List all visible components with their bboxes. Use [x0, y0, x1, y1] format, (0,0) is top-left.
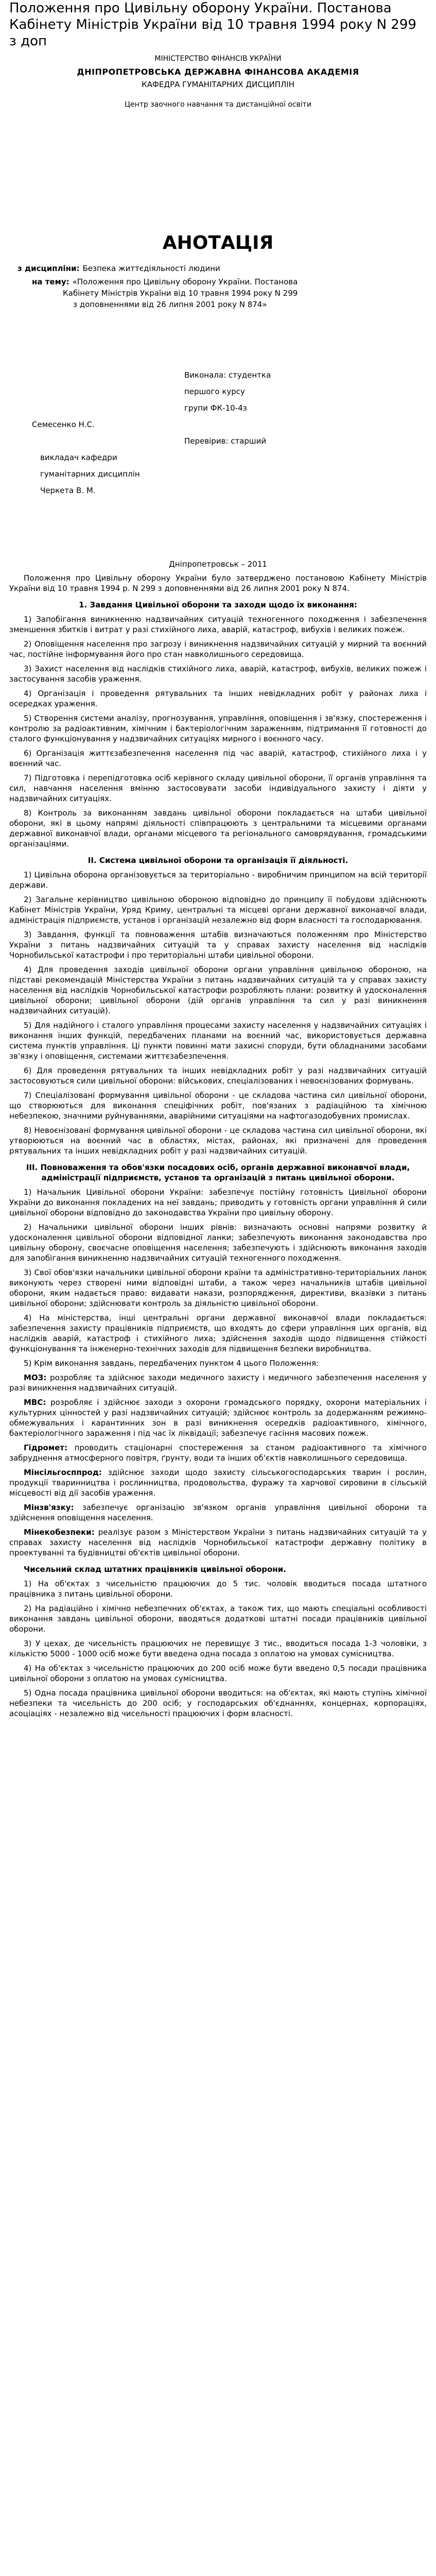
- topic-row: [9, 276, 427, 287]
- list-item: 7) Спеціалізовані формування цивільної оборони - це складова частина сил цивільної оборони, що створюються для виконання спеціфічних робіт, пов'язаних з радіаційною та хімічною небезпекою, значними руйнуваннями, аварійними ситуаціями на нафтогазодобувних промислах.: [9, 1091, 427, 1121]
- agency-item: [9, 1397, 427, 1438]
- topic-line-2: Кабінету Міністрів України від 10 травня 1994 року N 299: [63, 289, 298, 298]
- list-item: 5) Створення системи аналізу, прогнозування, управління, оповіщення і зв'язку, спостереження і контролю за радіоактивним, хімічним і бактеріологічним зараженням, підтримання її готовності до сталого функціонування у надзвичайних ситуаціях мирного і воєнного часу.: [9, 714, 427, 743]
- list-item: 3) Захист населення від наслідків стихійного лиха, аварій, катастроф, вибухів, великих пожеж і застосування засобів ураження.: [9, 664, 427, 684]
- signatures-block: [9, 367, 427, 499]
- agency-item: [9, 1527, 427, 1558]
- list-item: 3) Завдання, функції та повноваження штабів визначаються положенням про Міністерство України з питань надзвичайних ситуацій та у справах захисту населення від наслідків Чорнобильської катастрофи і про територіальні штаби цивільної оборони.: [9, 930, 427, 960]
- department-name: КАФЕДРА ГУМАНІТАРНИХ ДИСЦИПЛІН: [142, 80, 294, 89]
- list-item: 3) У цехах, де чисельність працюючих не перевищує 3 тис., вводиться посада 1-3 чоловіки, з кількістю 5000 - 1000 осіб може бути введена одна посада з оплатою на умовах сумісництва.: [9, 1639, 427, 1658]
- performed-label: Виконала: студентка: [184, 370, 271, 380]
- list-item: 8) Невоєнізовані формування цивільної оборони - це складова частина сил цивільної оборони, які утворюються на воєнний час в областях, містах, районах, які призначені для проведення рятувальних та інших невідкладних робіт у разі надзвичайних ситуацій.: [9, 1126, 427, 1156]
- agency-name: Мінекобезпеки:: [24, 1528, 95, 1537]
- list-item: 7) Підготовка і перепідготовка осіб керівного складу цивільної оборони, її органів управління та сил, навчання населення вмінню застосовувати засоби індивідуального захисту і діяти у надзвичайних ситуаціях.: [9, 773, 427, 803]
- agency-item: [9, 1372, 427, 1393]
- list-item: 6) Для проведення рятувальних та інших невідкладних робіт у разі надзвичайних ситуацій застосовуються сили цивільної оборони: військових, спеціалізованих і невоєнізованих формувань.: [9, 1066, 427, 1086]
- list-item: 2) Загальне керівництво цивільною обороною відповідно до принципу її побудови здійснюють Кабінет Міністрів України, Уряд Криму, центральні та місцеві органи державної виконавчої влади, адміністрація підприємств, установ і організацій незалежно від форм власності та господарювання.: [9, 895, 427, 925]
- section-4-heading: Чисельний склад штатних працівників цивільної оборони.: [24, 1565, 286, 1574]
- section-3-heading: ІІІ. Повноваження та обов'язки посадових осіб, органів державної виконавчої влади, адміністрації підприємств, установ та організацій з питань цивільної оборони.: [26, 1163, 410, 1182]
- list-item: 4) На міністерства, інші центральні органи державної виконавчої влади покладається: забезпечення захисту працівників підприємств, що входять до сфери управління цих органів, від наслідків аварій, катастроф і стихійного лиха; здійснення заходів щодо підвищення стійкості функціонування та інженерно-технічних заходів для підвищення безпеки виробництва.: [9, 1313, 427, 1353]
- checked-label: Перевірив: старший: [184, 436, 267, 446]
- group-label: групи ФК-10-4з: [184, 403, 247, 413]
- topic-line-3: з доповненнями від 26 липня 2001 року N 874»: [73, 300, 267, 309]
- meta-block: [9, 263, 427, 310]
- student-name: Семесенко Н.С.: [32, 420, 95, 429]
- center-name: Центр заочного навчання та дистанційної освіти: [125, 100, 311, 109]
- topic-line-1: «Положення про Цивільну оборону України. Постанова: [72, 277, 298, 286]
- section-1-heading: 1. Завдання Цивільної оборони та заходи щодо їх виконання:: [79, 600, 357, 609]
- teacher-name: Черкета В. М.: [40, 486, 96, 495]
- agency-text: розробляє та здійснює заходи медичного захисту і медичного забезпечення населення у разі виникнення надзвичайних ситуацій.: [9, 1373, 427, 1393]
- agency-name: МОЗ:: [24, 1373, 47, 1382]
- dept-label: гуманітарних дисциплін: [40, 469, 140, 479]
- agency-item: [9, 1443, 427, 1463]
- list-item: 2) Оповіщення населення про загрозу і виникнення надзвичайних ситуацій у мирний та воєнний час, постійне інформування його про стан навколишнього середовища.: [9, 639, 427, 659]
- list-item: 8) Контроль за виконанням завдань цивільної оборони покладається на штаби цивільної оборони, які в цьому напрямі діяльності співпрацюють з центральними та місцевими органами державної виконавчої влади, органами місцевого та регіонального самоврядування, громадськими організаціями.: [9, 808, 427, 849]
- list-item: 1) Цивільна оборона організовується за територіально - виробничим принципом на всій території держави.: [9, 870, 427, 890]
- agency-item: [9, 1502, 427, 1523]
- agency-text: здійснює заходи щодо захисту сільськогосподарських тварин і рослин, продукції тваринництва і рослинництва, продовольства, фуражу та харчової сировини в сільській місцевості від дії засобів ураження.: [9, 1468, 427, 1498]
- agency-text: розробляє і здійснює заходи з охорони громадського порядку, охорони матеріальних і культурних цінностей у разі надзвичайних ситуацій; здійснює контроль за додержанням режимно-обмежувальних і карантинних зон в разі виникнення осередків радіоактивного, хімічного, бактеріологічного зараження і під час їх ліквідації; забезпечує гасіння масових пожеж.: [9, 1398, 427, 1438]
- discipline-value: Безпека життєдіяльності людини: [82, 264, 220, 273]
- agency-item: [9, 1467, 427, 1498]
- list-item: 5) Одна посада працівника цивільної оборони вводиться: на об'єктах, які мають ступінь хімічної небезпеки та чисельність до 200 осіб; у господарських об'єднаннях, концернах, корпораціях, асоціаціях - незалежно від чисельності працюючих і форм власності.: [9, 1688, 427, 1718]
- ministry-name: МІНІСТЕРСТВО ФІНАНСІВ УКРАЇНИ: [154, 55, 282, 63]
- document-title: Положення про Цивільну оборону України. Постанова Кабінету Міністрів України від 10 травня 1994 року N 299 з доп: [9, 1, 416, 49]
- list-item: 5) Для надійного і сталого управління процесами захисту населення у надзвичайних ситуаціях і виконання інших функцій, передбачених планами на воєнний час, використовується державна система пунктів управління. Ці пункти повинні мати захисні споруди, бути обладнаними засобами зв'язку і оповіщення, системами життєзабезпечення.: [9, 1021, 427, 1061]
- agency-text: забезпечує організацію зв'язком органів управління цивільної оборони та здійснення оповіщення населення.: [9, 1503, 427, 1522]
- city-year: Дніпропетровськ – 2011: [169, 560, 267, 569]
- agency-name: Мінсільгосппрод:: [24, 1468, 102, 1477]
- section-2-heading: ІІ. Система цивільної оборони та організація її діяльності.: [88, 856, 348, 865]
- agency-name: Мінзв'язку:: [24, 1503, 74, 1512]
- list-item: 6) Організація життєзабезпечення населення під час аварій, катастроф, стихійного лиха і у воєнний час.: [9, 749, 427, 768]
- list-item: 5) Крім виконання завдань, передбачених пунктом 4 цього Положення:: [24, 1359, 319, 1368]
- document-body: [9, 573, 427, 1719]
- list-item: 3) Свої обов'язки начальники цивільної оборони країни та адміністративно-територіальних ланок виконують через створені ними відповідні штаби, а також через начальників штабів цивільної оборони, яким надається право: видавати накази, розпорядження, директиви, вказівки з питань цивільної оборони; здійснювати контроль за діяльністю цивільної оборони.: [9, 1268, 427, 1308]
- agency-text: реалізує разом з Міністерством України з питань надзвичайних ситуацій та у справах захисту населення від наслідків Чорнобильської катастрофи державну політику в проектуванні та будівництві об'єктів цивільної оборони.: [9, 1528, 427, 1557]
- list-item: 1) Начальник Цивільної оборони України: забезпечує постійну готовність Цивільної оборони України до виконання покладених на неї завдань; приводить у готовність органи управління й сили цивільної оборони відповідно до законодавства України про цивільну оборону.: [9, 1188, 427, 1217]
- list-item: 4) На об'єктах з чисельністю працюючих до 200 осіб може бути введено 0,5 посади працівника цивільної оборони з оплатою на умовах сумісництва.: [9, 1664, 427, 1683]
- agency-name: МВС:: [24, 1398, 46, 1407]
- topic-label: на тему:: [32, 277, 69, 286]
- list-item: 4) Для проведення заходів цивільної оборони органи управління цивільною обороною, на підставі рекомендацій Міністерства України з питань надзвичайних ситуацій та у справах захисту населення від наслідків Чорнобильської катастрофи розробляють плани: розвитку й удосконалення цивільної оборони; цивільної оборони (дій органів управління та сил у разі виникнення надзвичайних ситуацій).: [9, 965, 427, 1015]
- academy-name: ДНІПРОПЕТРОВСЬКА ДЕРЖАВНА ФІНАНСОВА АКАДЕМІЯ: [77, 67, 359, 77]
- agency-name: Гідромет:: [24, 1443, 67, 1452]
- discipline-label: з дисципліни:: [18, 264, 80, 273]
- list-item: 1) На об'єктах з чисельністю працюючих до 5 тис. чоловік вводиться посада штатного працівника з питань цивільної оборони.: [9, 1579, 427, 1599]
- list-item: 4) Організація і проведення рятувальних та інших невідкладних робіт у районах лиха і осередках ураження.: [9, 689, 427, 708]
- intro-paragraph: Положення про Цивільну оборону України було затверджено постановою Кабінету Міністрів України від 10 травня 1994 р. N 299 з доповненнями від 26 липня 2001 року N 874.: [9, 573, 427, 593]
- annotation-heading: АНОТАЦІЯ: [162, 232, 274, 253]
- agency-text: проводить стаціонарні спостереження за станом радіоактивного та хімічного забруднення атмосферного повітря, ґрунту, води та інших об'єктів навколишнього середовища.: [9, 1443, 427, 1463]
- discipline-row: [9, 263, 427, 274]
- list-item: 2) Начальники цивільної оборони інших рівнів: визначають основні напрями розвитку й удосконалення цивільної оборони відповідної ланки; забезпечують виконання законодавства про цивільну оборону, своєчасне оповіщення населення; забезпечують і здійснюють виконання заходів для запобігання виникненню надзвичайних ситуацій техногенного походження.: [9, 1223, 427, 1263]
- list-item: 2) На радіаційно і хімічно небезпечних об'єктах, а також тих, що мають спеціальні особливості виконання завдань цивільної оборони, вводяться додаткові штатні посади працівників цивільної оборони.: [9, 1604, 427, 1634]
- course-label: першого курсу: [184, 387, 245, 396]
- lecturer-label: викладач кафедри: [40, 453, 117, 462]
- list-item: 1) Запобігання виникненню надзвичайних ситуацій техногенного походження і забезпечення зменшення збитків і витрат у разі стихійного лиха, аварій, катастроф, вибухів і великих пожеж.: [9, 615, 427, 634]
